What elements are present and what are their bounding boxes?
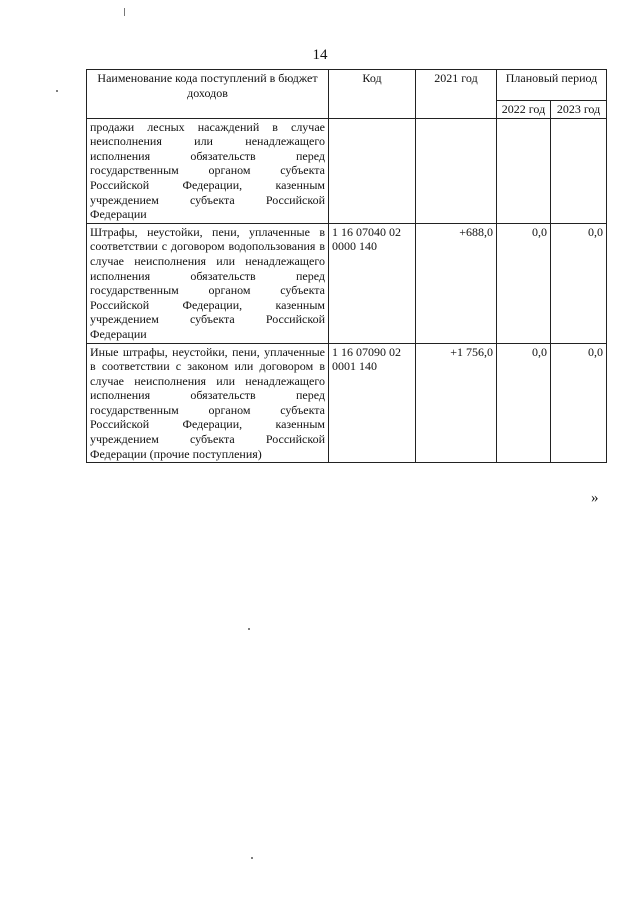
row-2022: 0,0 [497, 343, 551, 463]
closing-quote: » [591, 490, 599, 506]
header-code: Код [329, 70, 416, 119]
row-2022: 0,0 [497, 223, 551, 343]
row-2021: +1 756,0 [416, 343, 497, 463]
header-2023: 2023 год [551, 101, 607, 119]
row-name: Штрафы, неустойки, пени, уплаченные в соответствии с договором водопользования в случае неисполнения или ненадлежащего исполнения обязательств перед государственным органом субъекта Российской Федерации, казенным учреждением субъекта Российской Федерации [87, 223, 329, 343]
header-row [87, 70, 607, 101]
header-name: Наименование кода поступлений в бюджет доходов [87, 70, 329, 119]
table-row [87, 118, 607, 223]
row-code: 1 16 07040 02 0000 140 [329, 223, 416, 343]
page-number: 14 [312, 47, 328, 63]
revenue-table [86, 69, 607, 463]
row-name: продажи лесных насаждений в случае неисполнения или ненадлежащего исполнения обязательств перед государственным органом субъекта Российской Федерации, казенным учреждением субъекта Российской Федерации [87, 118, 329, 223]
row-code: 1 16 07090 02 0001 140 [329, 343, 416, 463]
header-2022: 2022 год [497, 101, 551, 119]
scan-speck [56, 90, 58, 92]
row-code [329, 118, 416, 223]
row-2023: 0,0 [551, 343, 607, 463]
header-2021: 2021 год [416, 70, 497, 119]
row-2023 [551, 118, 607, 223]
row-2021 [416, 118, 497, 223]
scan-speck [248, 628, 250, 630]
scan-speck [251, 857, 253, 859]
row-name: Иные штрафы, неустойки, пени, уплаченные в соответствии с законом или договором в случае неисполнения или ненадлежащего исполнения обязательств перед государственным органом субъекта Российской Федерации, казенным учреждением субъекта Российской Федерации (прочие поступления) [87, 343, 329, 463]
header-planned-period: Плановый период [497, 70, 607, 101]
row-2021: +688,0 [416, 223, 497, 343]
table-row [87, 343, 607, 463]
table-row [87, 223, 607, 343]
row-2022 [497, 118, 551, 223]
row-2023: 0,0 [551, 223, 607, 343]
scan-mark [124, 8, 125, 16]
